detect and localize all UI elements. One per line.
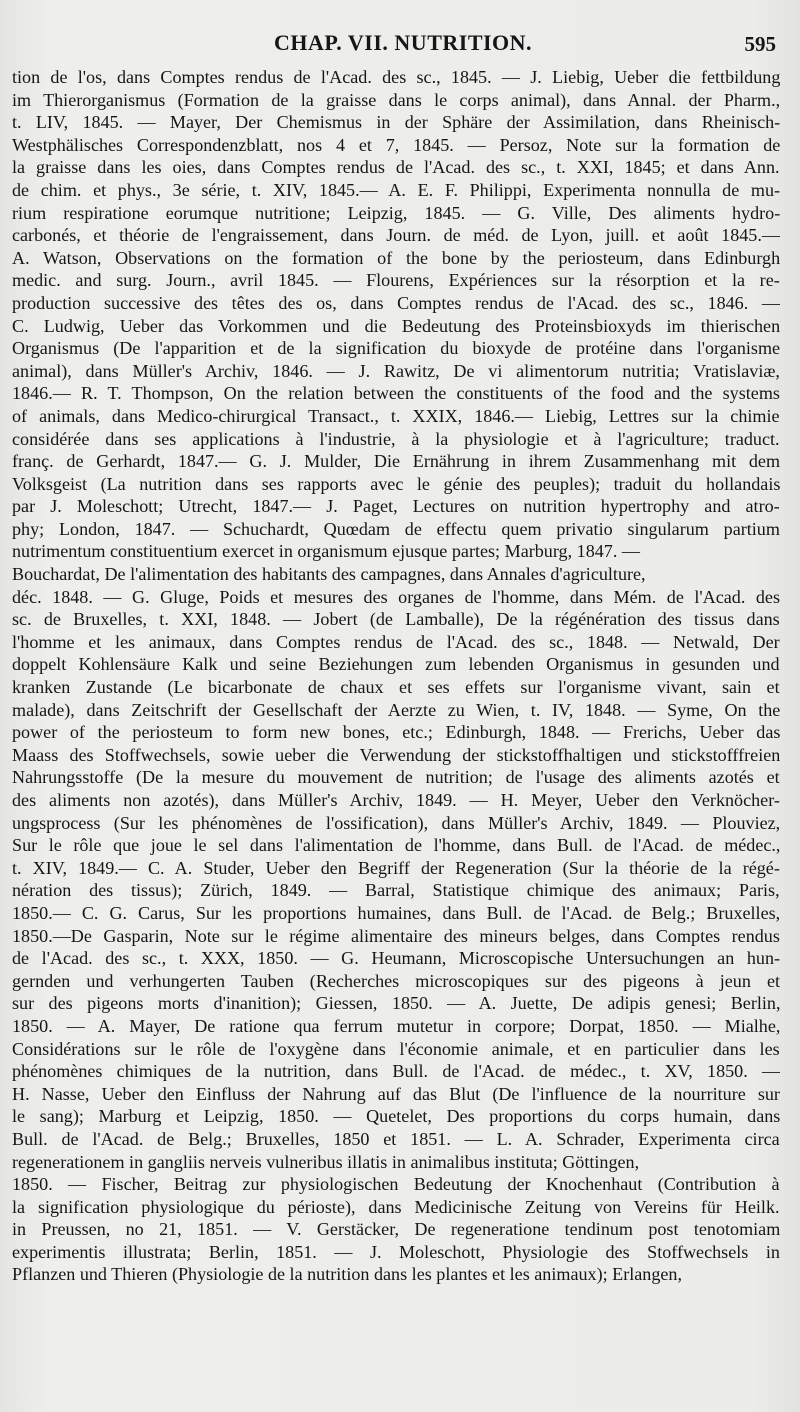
text-line: kranken Zustande (Le bicarbonate de chaux et ses effets sur l'organisme vivant, sain et [12,677,780,698]
text-line: im Thierorganismus (Formation de la graisse dans le corps animal), dans Annal. der Pharm., [12,89,780,110]
text-line: de chim. et phys., 3e série, t. XIV, 1845.— A. E. F. Philippi, Experimenta nonnulla de mu- [12,179,780,200]
text-line: animal), dans Müller's Archiv, 1846. — J. Rawitz, De vi alimentorum nutritia; Vratislaviæ, [12,360,780,381]
text-line: considérée dans ses applications à l'industrie, à la physiologie et à l'agriculture; traduct. [12,428,780,449]
text-line: Pflanzen und Thieren (Physiologie de la nutrition dans les plantes et les animaux); Erlangen, [12,1264,682,1285]
text-line: Considérations sur le rôle de l'oxygène dans l'économie animale, et en particulier dans les [12,1038,780,1059]
text-line: experimentis illustrata; Berlin, 1851. — J. Moleschott, Physiologie des Stoffwechsels in [12,1241,780,1262]
text-line: tion de l'os, dans Comptes rendus de l'Acad. des sc., 1845. — J. Liebig, Ueber die fettbildung [12,67,780,87]
text-line: Bull. de l'Acad. de Belg.; Bruxelles, 1850 et 1851. — L. A. Schrader, Experimenta circa [12,1128,780,1149]
text-line: le sang); Marburg et Leipzig, 1850. — Quetelet, Des proportions du corps humain, dans [12,1106,780,1127]
text-line: Nahrungsstoffe (De la mesure du mouvement de nutrition; de l'usage des aliments azotés et [12,767,780,788]
text-line: franç. de Gerhardt, 1847.— G. J. Mulder, Die Ernährung in ihrem Zusammenhang mit dem [12,451,780,472]
text-line: sc. de Bruxelles, t. XXI, 1848. — Jobert (de Lamballe), De la régénération des tissus dans [12,609,780,630]
text-line: 1850.—De Gasparin, Note sur le régime alimentaire des mineurs belges, dans Comptes rendus [12,925,780,946]
text-line: t. LIV, 1845. — Mayer, Der Chemismus in der Sphäre der Assimilation, dans Rheinisch- [12,112,780,133]
text-line: nutrimentum constituentium exercet in organismum ejusque partes; Marburg, 1847. — [12,541,640,562]
text-line: medic. and surg. Journ., avril 1845. — Flourens, Expériences sur la résorption et la re- [12,270,780,291]
text-line: Westphälisches Correspondenzblatt, nos 4 et 7, 1845. — Persoz, Note sur la formation de [12,134,780,155]
text-line: t. XIV, 1849.— C. A. Studer, Ueber den Begriff der Regeneration (Sur la théorie de la régé- [12,857,780,878]
text-line: power of the periosteum to form new bones, etc.; Edinburgh, 1848. — Frerichs, Ueber das [12,722,780,743]
text-line: 1846.— R. T. Thompson, On the relation between the constituents of the food and the systems [12,383,780,404]
text-line: de l'Acad. des sc., t. XXX, 1850. — G. Heumann, Microscopische Untersuchungen an hun- [12,948,780,969]
text-line: A. Watson, Observations on the formation of the bone by the periosteum, dans Edinburgh [12,247,780,268]
text-line: la graisse dans les oies, dans Comptes rendus de l'Acad. des sc., t. XXI, 1845; et dans Ann. [12,157,780,178]
text-line: Sur le rôle que joue le sel dans l'alimentation de l'homme, dans Bull. de l'Acad. de médec., [12,835,780,856]
text-line: Maass des Stoffwechsels, sowie ueber die Verwendung der stickstoffhaltigen und stickstofffreien [12,744,780,765]
bibliography-text [12,66,780,1286]
text-line: carbonés, et théorie de l'engraissement, dans Journ. de méd. de Lyon, juill. et août 1845.— [12,225,780,246]
text-line: production successive des têtes des os, dans Comptes rendus de l'Acad. des sc., 1846. — [12,292,780,313]
text-line: par J. Moleschott; Utrecht, 1847.— J. Paget, Lectures on nutrition hypertrophy and atro- [12,496,780,517]
text-line: C. Ludwig, Ueber das Vorkommen und die Bedeutung des Proteinsbioxyds im thierischen [12,315,780,336]
text-line: Bouchardat, De l'alimentation des habitants des campagnes, dans Annales d'agriculture, [12,564,646,585]
chapter-title: CHAP. VII. NUTRITION. [274,30,533,55]
text-line: in Preussen, no 21, 1851. — V. Gerstäcker, De regeneratione tendinum post tenotomiam [12,1219,780,1240]
text-line: sur des pigeons morts d'inanition); Giessen, 1850. — A. Juette, De adipis genesi; Berlin, [12,993,780,1014]
text-line: malade), dans Zeitschrift der Gesellschaft der Aerzte zu Wien, t. IV, 1848. — Syme, On the [12,699,780,720]
page-header [12,30,780,66]
text-line: of animals, dans Medico-chirurgical Transact., t. XXIX, 1846.— Liebig, Lettres sur la chimie [12,405,780,426]
text-line: nération des tissus); Zürich, 1849. — Barral, Statistique chimique des animaux; Paris, [12,880,780,901]
text-line: la signification physiologique du périoste), dans Medicinische Zeitung von Vereins für Heilk. [12,1196,780,1217]
text-line: phy; London, 1847. — Schuchardt, Quœdam de effectu quem privatio singularum partium [12,518,780,539]
text-line: gernden und verhungerten Tauben (Recherches microscopiques sur des pigeons à jeun et [12,970,780,991]
text-line: Organismus (De l'apparition et de la signification du bioxyde de protéine dans l'organisme [12,338,780,359]
text-line: des aliments non azotés), dans Müller's Archiv, 1849. — H. Meyer, Ueber den Verknöcher- [12,790,780,810]
text-line: regenerationem in gangliis nerveis vulneribus illatis in animalibus instituta; Göttingen, [12,1151,640,1172]
text-line: 1850. — Fischer, Beitrag zur physiologischen Bedeutung der Knochenhaut (Contribution à [12,1174,780,1195]
text-line: 1850.— C. G. Carus, Sur les proportions humaines, dans Bull. de l'Acad. de Belg.; Bruxelles, [12,902,780,923]
page-number: 595 [744,32,776,56]
text-line: Volksgeist (La nutrition dans ses rapports avec le génie des peuples); traduit du hollandais [12,473,780,494]
text-line: doppelt Kohlensäure Kalk und seine Beziehungen zum lebenden Organismus in gesunden und [12,654,780,675]
text-line: ungsprocess (Sur les phénomènes de l'ossification), dans Müller's Archiv, 1849. — Plouviez, [12,812,780,833]
text-line: l'homme et les animaux, dans Comptes rendus de l'Acad. des sc., 1848. — Netwald, Der [12,631,780,652]
text-line: rium respiratione eorumque nutritione; Leipzig, 1845. — G. Ville, Des aliments hydro- [12,202,780,223]
text-line: H. Nasse, Ueber den Einfluss der Nahrung auf das Blut (De l'influence de la nourriture sur [12,1083,780,1104]
text-line: 1850. — A. Mayer, De ratione qua ferrum mutetur in corpore; Dorpat, 1850. — Mialhe, [12,1015,780,1036]
text-line: phénomènes chimiques de la nutrition, dans Bull. de l'Acad. de médec., t. XV, 1850. — [12,1061,780,1082]
text-line: déc. 1848. — G. Gluge, Poids et mesures des organes de l'homme, dans Mém. de l'Acad. des [12,586,780,607]
